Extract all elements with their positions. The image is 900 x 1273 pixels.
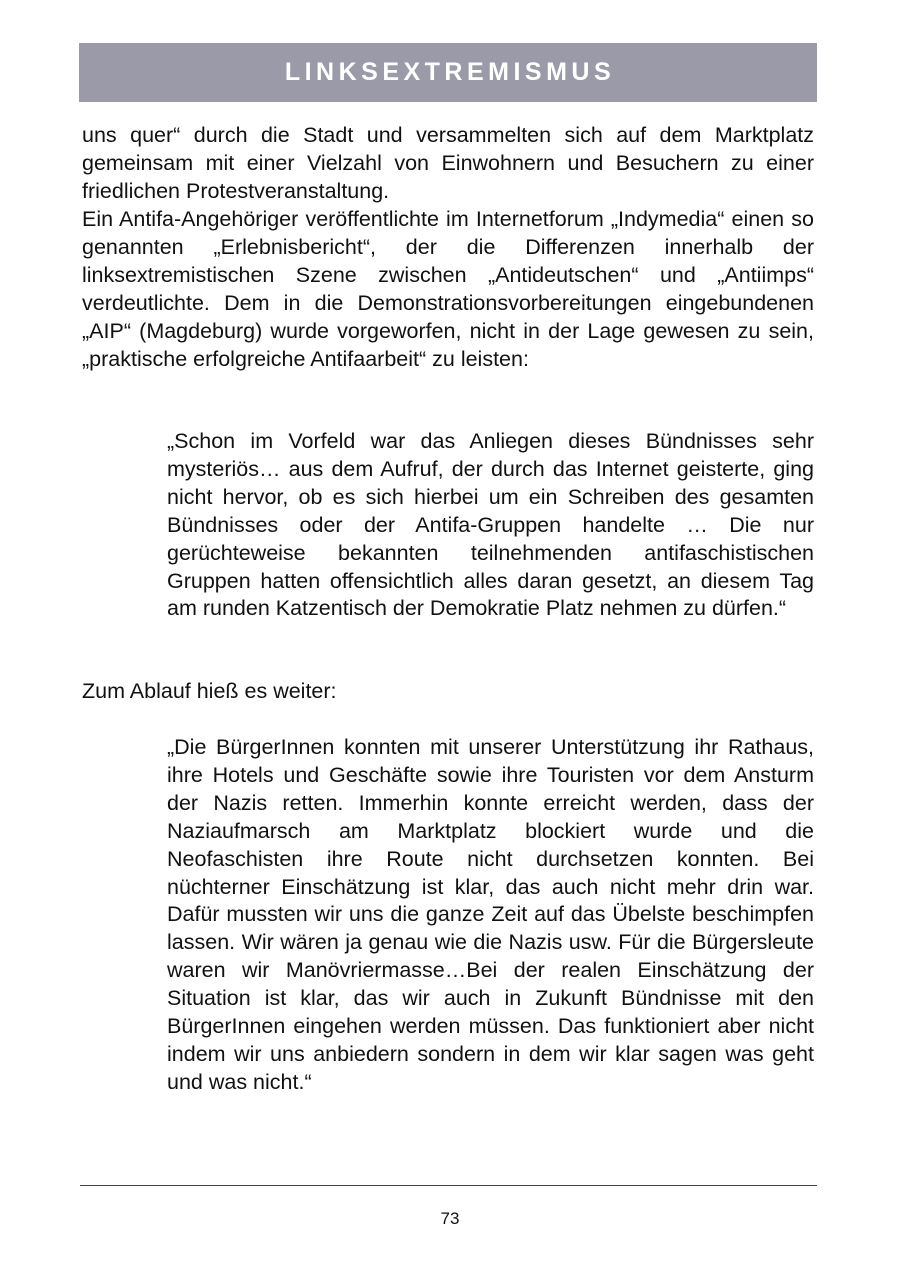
block-quote-2: „Die BürgerInnen konnten mit unserer Unterstützung ihr Rathaus, ihre Hotels und Geschäfte sowie ihre Touristen vor dem Ansturm der Nazis retten. Immerhin konnte erreicht werden, dass der Naziaufmarsch am Marktplatz blockiert wurde und die Neofaschisten ihre Route nicht durchsetzen konnten. Bei nüchterner Einschätzung ist klar, das auch nicht mehr drin war. Dafür mussten wir uns die ganze Zeit auf das Übelste beschimpfen lassen. Wir wären ja genau wie die Nazis usw. Für die Bürgersleute waren wir Manövriermasse…Bei der realen Einschätzung der Situation ist klar, das wir auch in Zukunft Bündnisse mit den BürgerInnen eingehen werden müssen. Das funktioniert aber nicht indem wir uns anbiedern sondern in dem wir klar sagen was geht und was nicht.“: [167, 735, 814, 1094]
footer-divider: [80, 1185, 817, 1186]
running-header: [79, 43, 817, 102]
body-paragraph-1: uns quer“ durch die Stadt und versammelten sich auf dem Marktplatz gemeinsam mit einer Vielzahl von Einwohnern und Besuchern zu einer friedlichen Protestveranstaltung.: [82, 123, 814, 203]
running-header-title: LINKSEXTREMISMUS: [284, 58, 616, 86]
block-quote-1: „Schon im Vorfeld war das Anliegen dieses Bündnisses sehr mysteriös… aus dem Aufruf, der durch das Internet geisterte, ging nicht hervor, ob es sich hierbei um ein Schreiben des gesamten Bündnisses oder der Antifa-Gruppen handelte … Die nur gerüchteweise bekannten teilnehmenden antifaschistischen Gruppen hatten offensichtlich alles daran gesetzt, an diesem Tag am runden Katzentisch der Demokratie Platz nehmen zu dürfen.“: [167, 429, 814, 621]
body-paragraph-3: Zum Ablauf hieß es weiter:: [82, 679, 337, 703]
page-number: 73: [440, 1209, 460, 1228]
body-paragraph-2: Ein Antifa-Angehöriger veröffentlichte im Internetforum „Indymedia“ einen so genannten „Erlebnisbericht“, der die Differenzen innerhalb der linksextremistischen Szene zwischen „Antideutschen“ und „Antiimps“ verdeutlichte. Dem in die Demonstrationsvorbereitungen eingebundenen „AIP“ (Magdeburg) wurde vorgeworfen, nicht in der Lage gewesen zu sein, „praktische erfolgreiche Antifaarbeit“ zu leisten:: [82, 207, 814, 371]
